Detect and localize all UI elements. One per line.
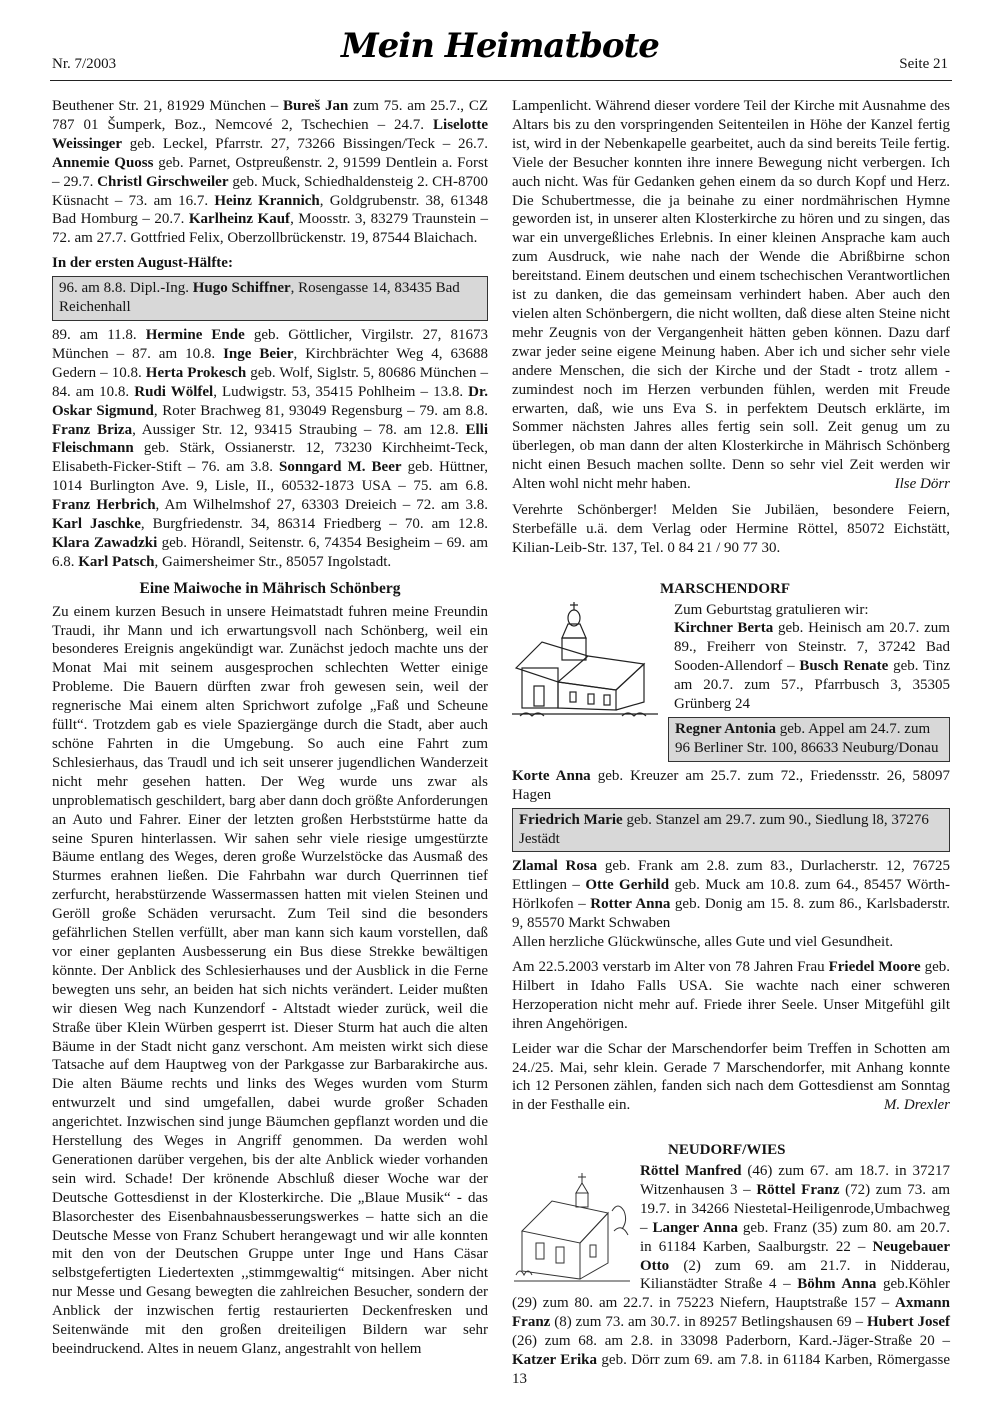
section-marschendorf [512,580,950,1115]
person-name: Franz Herbrich [52,497,156,514]
section-neudorf [512,1141,950,1389]
person-name: Hugo Schiffner [192,280,291,297]
person-name: Franz Briza [52,421,133,438]
person-name: Sonngard M. Beer [279,459,402,476]
marschendorf-wishes: Allen herzliche Glückwünsche, alles Gute und viel Gesundheit. [512,934,894,951]
church-illustration [512,598,662,724]
person-name: Dr. Oskar Sigmund [52,383,488,419]
header-rule [50,80,952,81]
person-name: Inge Beier [223,345,294,362]
highlight-box-friedrich: Friedrich Marie geb. Stanzel am 29.7. zum 90., Siedlung l8, 37276 Jestädt [512,808,950,853]
right-column [512,97,950,1395]
person-name: Rotter Anna [590,896,671,913]
masthead-logo: Mein Heimatbote [341,26,659,66]
person-name: Katzer Erika [512,1352,597,1369]
person-name: Annemie Quoss [52,154,154,171]
marschendorf-heading: MARSCHENDORF [660,580,790,597]
person-name: Langer Anna [652,1219,738,1236]
person-name: Regner Antonia [675,721,776,737]
person-name: Neugebauer Otto [640,1238,950,1274]
article-body: Zu einem kurzen Besuch in unsere Heimatstadt fuhren meine Freundin Traudi, ihr Mann und ich erwartungsvoll nach Schönberg, weil ein besonderes Ereignis angekündigt war. Zunächst jedoch machte uns der Monat Mai mit seinem ausgesprochen schlechten Wetter einige Probleme. Die Bauern dürften zwar froh gewesen sein, weil der regnerische Mai einem alten Sprichwort zufolge „Faß und Scheune füllt“. Trotzdem gab es viele Spaziergänge durch die Stadt, aber auch schöne Fahrten in die Umgebung. So auch eine Fahrt zum Schlesierhaus, das Traudl und ich seit unserer jugendlichen Wanderzeit nicht mehr gesehen hatten. Der Weg wurde uns zwar als unproblematisch geschildert, barg aber dann doch größte Anforderungen an Auto und Fahrer. Einer der letzten großen Herbststürme hatte da seine Spuren hinterlassen. Wir sahen sehr viele riesige umgestürzte Bäume entlang des Weges, deren große Wurzelstöcke das Ausmaß des Sturmes erahnen ließen. Die Fahrbahn war durch Querrinnen tief zerfurcht, herabstürzende Wassermassen hatten mit vielen Steinen und Geröll große Schäden verursacht. Zum Teil sind die besonders gefährlichen Stellen verfüllt, aber man kann sich kaum vorstellen, daß vor einer geplanten Ausbesserung ein Bus diese Strekke bewältigen könnte. Der Anblick des Schlesierhauses und der Ausblick in die Ferne bewegten uns sehr, an beiden hat sich nichts verändert. Leider mußten wir diesen Weg nach Kunzendorf - Altstadt wieder zurück, weil die Straße über Klein Würben gesperrt ist. Dieser Sturm hat auch die alten Bäume in der Stadt nicht ganz verschont. Am meisten wirkt sich diese Tatsache auf dem Hauptweg von der Parkgasse zur Barbarakirche aus. Die alten Bäume rechts und links des Weges wurden vom Sturm entwurzelt und sind umgefallen, dabei wurde großer Schaden angerichtet. Inzwischen sind junge Bäumchen gepflanzt worden und die Herstellung des Weges in Angriff genommen. Da werden wohl Generationen darüber vergehen, bis der alte Anblick wieder vorhanden sein wird. Schade! Der krönende Abschluß dieser Woche war der Deutsche Gottesdienst in der Klosterkirche. Die „Blaue Musik“ - das Blasorchester des Eisenbahnausbesserungswerkes – hatte sich an die Deutsche Messe von Franz Schubert herangewagt und wir alle konnten mit den von der Deutschen Gruppe unter Inge und Hans Cäsar selbstgefertigten Liedertexten ,,stimmgewaltig“ mitsingen. Aber nicht nur Messe und Gesang bewegten die zahlreichen Besucher, sondern der Anblick der inzwischen fertig restaurierten Deckenfresken und Seitenwände mit den großen dreiteiligen Bildern war sehr beeindruckend. Altes in neuem Glanz, angestrahlt von hellem [52,603,488,1357]
person-name: Hubert Josef [866,1314,951,1331]
person-name: Karl Jaschke [52,516,141,533]
author-signature-drexler: M. Drexler [883,1097,950,1114]
person-name: Bureš Jan [283,98,349,114]
person-name: Friedrich Marie [519,811,623,828]
person-name: Rudi Wölfel [134,383,214,400]
person-name: Korte Anna [512,767,591,784]
person-name: Axmann Franz [512,1295,950,1331]
person-name: Hermine Ende [145,326,245,343]
highlight-box-schiffner: 96. am 8.8. Dipl.-Ing. Hugo Schiffner, Rosengasse 14, 83435 Bad Reichenhall [52,276,488,321]
person-name: Liselotte Weissinger [52,116,488,152]
marschendorf-obituary: Am 22.5.2003 verstarb im Alter von 78 Jahren Frau Friedel Moore geb. Hilbert in Idaho Falls USA. Sie wachte nach einer schweren Herzoperation nicht mehr auf. Friede ihrer Seele. Unser Mitgefühl gilt ihren Angehörigen. [512,958,950,1032]
person-name: Christl Girschweiler [97,173,229,190]
highlight-box-regner: Regner Antonia geb. Appel am 24.7. zum 96 Berliner Str. 100, 86633 Neuburg/Donau [668,717,950,762]
marschendorf-list-1: Kirchner Berta geb. Heinisch am 20.7. zum 89., Freiherr von Steinstr. 7, 37242 Bad Sooden-Allendorf – Busch Renate geb. Tinz am 20.7. zum 57., Pfarrbusch 3, 35305 Grünberg 24 [674,620,950,713]
person-name: Zlamal Rosa [512,858,598,875]
person-name: Heinz Krannich [214,192,320,209]
august-heading: In der ersten August-Hälfte: [52,255,233,272]
chapel-illustration [512,1171,636,1289]
page-number: Seite 21 [899,56,948,72]
issue-number: Nr. 7/2003 [52,56,117,72]
person-name: Böhm Anna [797,1276,877,1293]
person-name: Busch Renate [799,658,889,675]
author-signature-doerr: Ilse Dörr [894,476,950,493]
marschendorf-intro: Zum Geburtstag gratulieren wir: [674,601,869,618]
neudorf-heading: NEUDORF/WIES [668,1142,786,1159]
person-name: Röttel Manfred [640,1163,742,1180]
marschendorf-list-2: Korte Anna geb. Kreuzer am 25.7. zum 72., Friedensstr. 26, 58097 Hagen [512,767,950,803]
marschendorf-list-3: Zlamal Rosa geb. Frank am 2.8. zum 83., Durlacherstr. 12, 76725 Ettlingen – Otte Gerhild geb. Muck am 10.8. zum 64., 85457 Wörth-Hörlkofen – Rotter Anna geb. Donig am 15. 8. zum 86., Karlsbaderstr. 9, 85570 Markt Schwaben [512,858,951,932]
person-name: Elli Fleischmann [52,421,488,457]
person-name: Herta Prokesch [145,364,247,381]
neudorf-birthday-list: Röttel Manfred (46) zum 67. am 18.7. in 37217 Witzenhausen 3 – Röttel Franz (72) zum 73. am 19.7. in 34266 Niestetal-Heiligenrode,Umbachweg – Langer Anna geb. Franz (35) zum 80. am 20.7. in 61184 Karben, Saalburgstr. 22 – Neugebauer Otto (2) zum 69. am 21.7. in Nidderau, Kilianstädter Straße 4 – Böhm Anna geb.Köhler (29) zum 80. am 22.7. in 75223 Niefern, Hauptstraße 157 – Axmann Franz (8) zum 73. am 30.7. in 89257 Betlingshausen 69 – Hubert Josef (26) zum 68. am 2.8. in 33098 Paderborn, Kard.-Jäger-Straße 20 – Katzer Erika geb. Dörr zum 69. am 7.8. in 61184 Karben, Römergasse 13 [512,1163,951,1387]
person-name: Karl Patsch [78,553,155,570]
person-name: Otte Gerhild [585,877,670,894]
person-name: Karlheinz Kauf [188,211,291,228]
marschendorf-meeting: Leider war die Schar der Marschendorfer beim Treffen in Schotten am 24./25. Mai, sehr klein. Gerade 7 Marschendorfer, mit Anhang konnte ich 12 Personen zählen, fanden sich nach dem Gottesdienst am Sonntag in der Festhalle ein. [512,1040,950,1114]
article-continuation: Lampenlicht. Während dieser vordere Teil der Kirche mit Ausnahme des Altars bis zu den vorspringenden Seitenteilen in Höhe der Kanzel fertig ist, wird in der Nebenkapelle gearbeitet, auch da sind bereits Teile fertig. Viele der Besucher konnten ihre innere Bewegung nicht verbergen. Ich auch nicht. Was für Gedanken gehen einem da so durch Kopf und Herz. Die Schubertmesse, die ja beinahe zu einer nordmährischen Hymne geworden ist, in unserer alten Klosterkirche zu hören und zu singen, das war ein unvergeßliches Erlebnis. In einer kleinen Ansprache kam auch zum Ausdruck, wie nahe nach der Wende die Abrißbirne schon bereitstand. Einem deutschen und einem tschechischen Verantwortlichen ist zu danken, die das gemeinsam verhindert haben. Aber auch den vielen alten Schönbergern, die nicht wollten, daß diese alten Steine nicht mehr Zeugnis von der Vergangenheit hätten geben können. Dazu darf zwar jeder seine eigene Meinung haben. Aber ich und sicher sehr viele andere Menschen, die sich der Kirche und der Stadt - trotz allem - zumindest noch im Herzen verbunden fühlen, werden mit Freude erwarten, daß, wie uns Eva S. in perfektem Deutsch erklärte, im Sommer nächsten Jahres alles fertig sein soll. Zeit genug um zu überlegen, ob man dann der alten Klosterkirche in Mährisch Schönberg nicht einen Besuch machen sollte. Denn so sehr viel Zeit werden wir Alten wohl nicht mehr haben. [512,98,950,493]
editor-notice: Verehrte Schönberger! Melden Sie Jubiläen, besondere Feiern, Sterbefälle u.ä. dem Verlag oder Hermine Röttel, 85072 Eichstätt, Kilian-Leib-Str. 137, Tel. 0 84 21 / 90 77 30. [512,501,950,556]
person-name: Klara Zawadzki [52,534,158,551]
person-name: Kirchner Berta [674,620,774,637]
person-name: Friedel Moore [828,958,921,975]
left-column [52,97,488,1365]
article-title: Eine Maiwoche in Mährisch Schönberg [139,579,401,597]
birthday-list-july: Beuthener Str. 21, 81929 München – Bureš Jan zum 75. am 25.7., CZ 787 01 Šumperk, Boz., Nemcové 2, Tschechien – 24.7. Liselotte Weissinger geb. Leckel, Pfarrstr. 27, 73266 Bissingen/Teck – 26.7. Annemie Quoss geb. Parnet, Ostpreußenstr. 2, 91599 Dentlein a. Forst – 29.7. Christl Girschweiler geb. Muck, Schiedhaldensteig 2. CH-8700 Küsnacht – 73. am 16.7. Heinz Krannich, Goldgrubenstr. 38, 61348 Bad Homburg – 20.7. Karlheinz Kauf, Moosstr. 3, 83279 Traunstein – 72. am 27.7. Gottfried Felix, Oberzollbrückenstr. 19, 87544 Blaichach. [52,98,489,247]
person-name: Röttel Franz [756,1181,840,1198]
birthday-list-august: 89. am 11.8. Hermine Ende geb. Göttlicher, Virgilstr. 27, 81673 München – 87. am 10.8. Inge Beier, Kirchbrächter Weg 4, 63688 Gedern – 10.8. Herta Prokesch geb. Wolf, Siglstr. 5, 80686 München – 84. am 10.8. Rudi Wölfel, Ludwigstr. 53, 35415 Pohlheim – 13.8. Dr. Oskar Sigmund, Roter Brachweg 81, 93049 Regensburg – 79. am 8.8. Franz Briza, Aussiger Str. 12, 93415 Straubing – 78. am 12.8. Elli Fleischmann geb. Stärk, Ossianerstr. 12, 73230 Kirchheimt-Teck, Elisabeth-Ficker-Stift – 76. am 3.8. Sonngard M. Beer geb. Hüttner, 1014 Burlington Ave. 9, Lisle, II., 60532-1873 USA – 75. am 6.8. Franz Herbrich, Am Wilhelmshof 27, 63303 Dreieich – 72. am 3.8. Karl Jaschke, Burgfriedenstr. 34, 86314 Friedberg – 70. am 12.8. Klara Zawadzki geb. Hörandl, Seitenstr. 6, 74354 Besigheim – 69. am 6.8. Karl Patsch, Gaimersheimer Str., 85057 Ingolstadt. [52,326,489,570]
